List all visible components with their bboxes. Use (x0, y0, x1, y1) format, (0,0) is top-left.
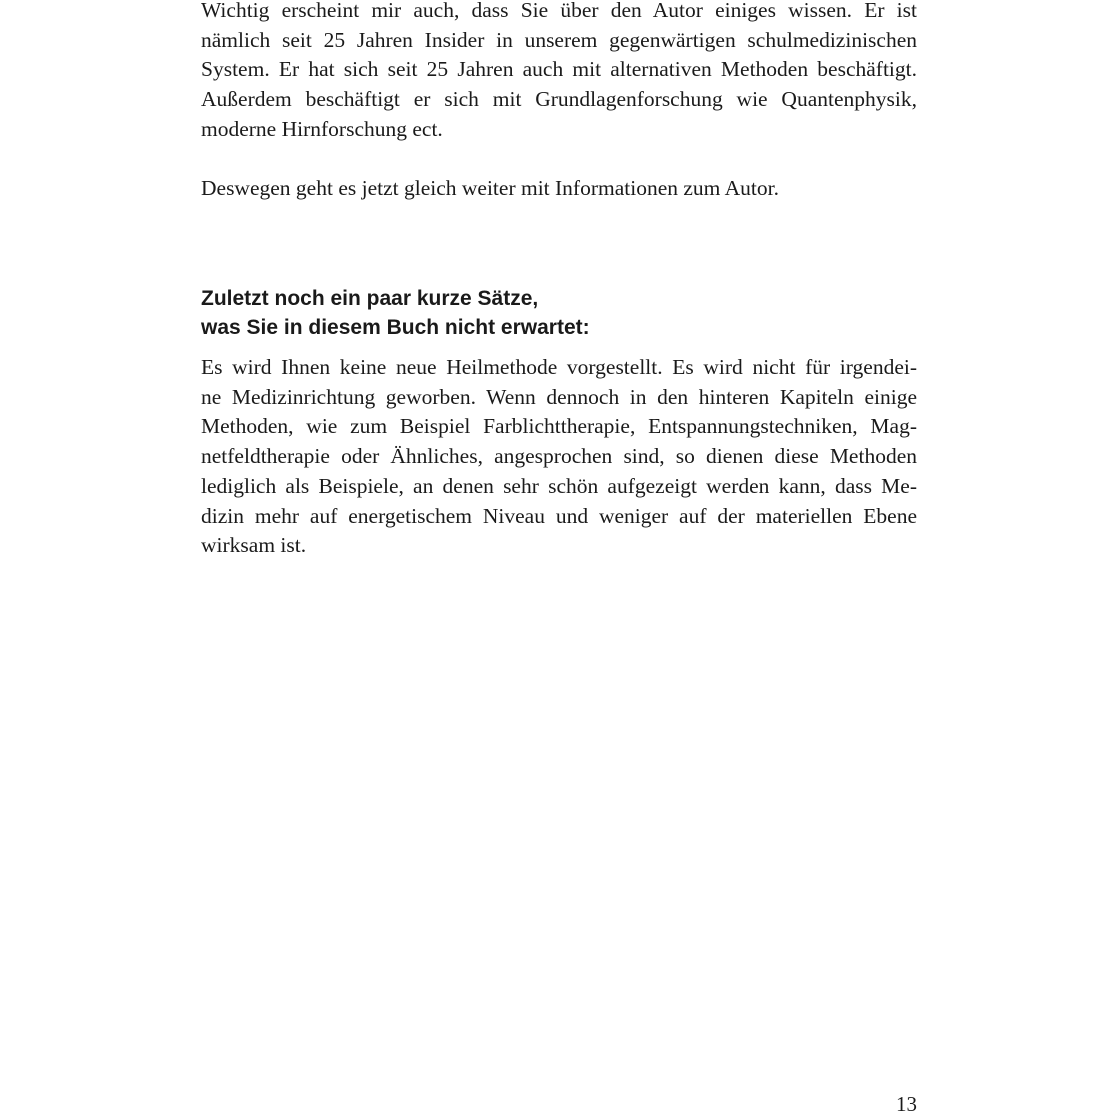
body-paragraph (201, 353, 917, 561)
page-number: 13 (896, 1092, 917, 1116)
text-line: dizin mehr auf energetischem Niveau und weniger auf der materiellen Ebene (201, 503, 917, 528)
text-line: Methoden, wie zum Beispiel Farblichttherapie, Entspannungstechniken, Mag- (201, 414, 917, 439)
section-heading (201, 284, 917, 342)
intro-paragraph (201, 0, 917, 145)
text-line: moderne Hirnforschung ect. (201, 116, 443, 141)
author-transition-paragraph (201, 174, 917, 204)
text-line: System. Er hat sich seit 25 Jahren auch mit alternativen Methoden beschäftigt. (201, 57, 917, 82)
text-line: Es wird Ihnen keine neue Heilmethode vorgestellt. Es wird nicht für irgendei- (201, 355, 917, 379)
text-line: wirksam ist. (201, 533, 307, 558)
text-line: Außerdem beschäftigt er sich mit Grundlagenforschung wie Quantenphysik, (201, 87, 917, 112)
heading-line: was Sie in diesem Buch nicht erwartet: (201, 316, 590, 339)
text-line: Deswegen geht es jetzt gleich weiter mit Informationen zum Autor. (201, 176, 779, 200)
text-line: lediglich als Beispiele, an denen sehr schön aufgezeigt werden kann, dass Me- (201, 473, 917, 498)
text-line: Wichtig erscheint mir auch, dass Sie über den Autor einiges wissen. Er ist (201, 0, 917, 22)
text-line: ne Medizinrichtung geworben. Wenn dennoch in den hinteren Kapiteln einige (201, 384, 917, 409)
text-line: nämlich seit 25 Jahren Insider in unserem gegenwärtigen schulmedizinischen (201, 27, 917, 52)
text-line: netfeldtherapie oder Ähnliches, angesprochen sind, so dienen diese Methoden (201, 444, 917, 469)
heading-line: Zuletzt noch ein paar kurze Sätze, (201, 287, 539, 310)
